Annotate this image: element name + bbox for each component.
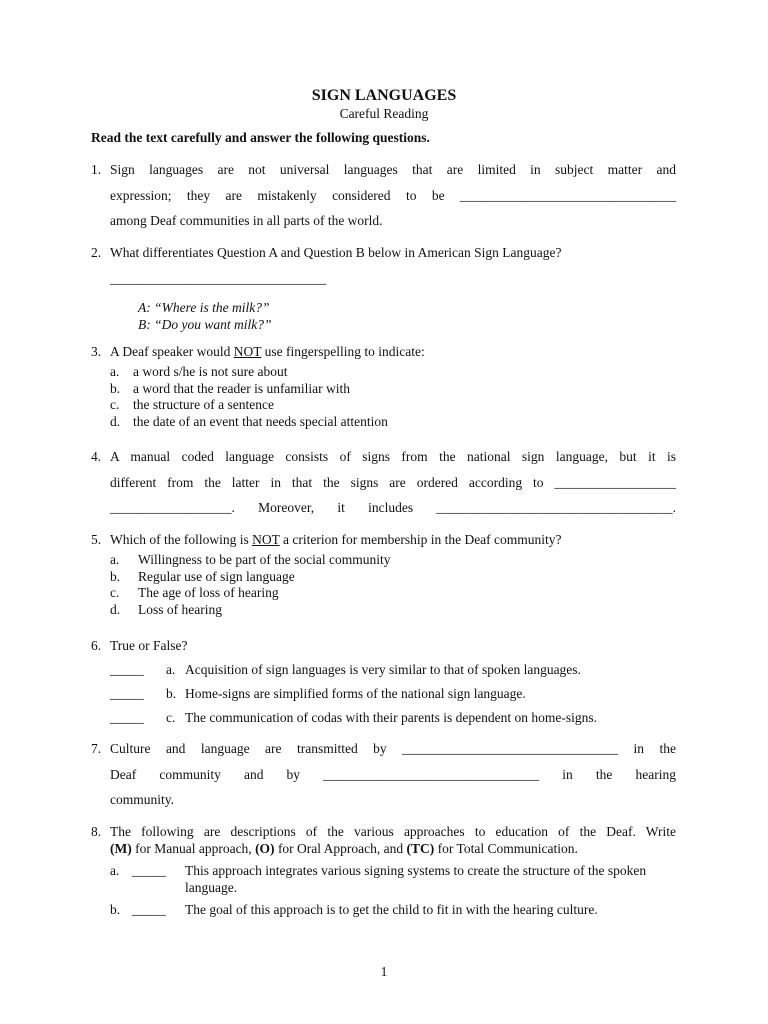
option-text: Loss of hearing (138, 602, 222, 618)
option-letter: c. (110, 397, 120, 413)
true-false-item (110, 682, 676, 706)
question-number: 8. (91, 824, 102, 839)
option-letter: b. (110, 380, 121, 396)
option-text: The age of loss of hearing (138, 585, 279, 601)
question-text: Which of the following is NOT a criterion for membership in the Deaf community? (110, 532, 562, 547)
statement-text: The communication of codas with their parents is dependent on home-signs. (185, 710, 598, 725)
option-list (110, 364, 676, 431)
option-letter: b. (110, 568, 121, 584)
emphasis-not: NOT (252, 532, 280, 547)
option-item (110, 585, 676, 602)
question-text-line: (M) for Manual approach, (O) for Oral Approach, and (TC) for Total Communication. (110, 841, 578, 856)
question-7 (91, 736, 676, 813)
option-text: Regular use of sign language (138, 568, 295, 584)
question-text-line: __________________. Moreover, it includes ___________________________________. (110, 500, 676, 515)
option-text: the structure of a sentence (133, 397, 274, 413)
true-false-item (110, 658, 676, 682)
true-false-item (110, 706, 676, 730)
answer-blank[interactable]: _____ (110, 662, 144, 677)
option-item (110, 569, 676, 586)
item-letter: c. (166, 710, 176, 725)
option-letter: d. (110, 602, 121, 618)
question-8 (91, 823, 676, 919)
page-number: 1 (380, 964, 388, 979)
instructions: Read the text carefully and answer the following questions. (91, 130, 430, 145)
statement-text: Acquisition of sign languages is very similar to that of spoken languages. (185, 662, 581, 677)
question-number: 7. (91, 741, 102, 756)
option-text: a word s/he is not sure about (133, 364, 288, 379)
question-6 (91, 637, 676, 730)
answer-blank[interactable]: _____ (132, 902, 166, 918)
question-text-line: Deaf community and by ________________________________ in the hearing (110, 766, 676, 782)
answer-blank[interactable]: _____ (132, 863, 166, 878)
question-5 (91, 531, 676, 619)
option-letter: a. (110, 364, 120, 379)
question-text-line: Sign languages are not universal languages that are limited in subject matter and (110, 162, 676, 177)
question-4 (91, 444, 676, 521)
option-letter: a. (110, 552, 120, 567)
answer-blank[interactable]: _____ (110, 710, 144, 725)
page-subtitle: Careful Reading (339, 106, 429, 121)
question-text-line: expression; they are mistakenly considered to be ________________________________ (110, 187, 676, 203)
question-text-line: The following are descriptions of the various approaches to education of the Deaf. Write (110, 824, 676, 839)
question-text-line: Culture and language are transmitted by ________________________________ in the (110, 741, 676, 756)
approach-list (110, 863, 676, 919)
question-text-line: different from the latter in that the signs are ordered according to __________________ (110, 474, 676, 490)
option-letter: d. (110, 414, 121, 430)
approach-item (110, 863, 676, 896)
approach-item (110, 902, 676, 919)
option-letter: c. (110, 585, 120, 601)
question-number: 2. (91, 245, 102, 260)
item-letter: b. (110, 902, 121, 918)
item-letter: a. (166, 662, 176, 677)
question-number: 5. (91, 532, 102, 547)
question-2 (91, 244, 676, 333)
option-item (110, 414, 676, 431)
question-number: 4. (91, 449, 102, 464)
example-b: B: “Do you want milk?” (138, 317, 272, 332)
description-text: The goal of this approach is to get the child to fit in with the hearing culture. (185, 902, 598, 918)
answer-blank[interactable]: _____ (110, 686, 144, 701)
question-text: What differentiates Question A and Question B below in American Sign Language? (110, 245, 562, 260)
option-text: a word that the reader is unfamiliar with (133, 380, 351, 396)
item-letter: b. (166, 686, 177, 701)
question-text-line: among Deaf communities in all parts of the world. (110, 213, 383, 228)
emphasis-not: NOT (233, 344, 262, 359)
question-text-line: community. (110, 792, 174, 807)
option-text: the date of an event that needs special attention (133, 414, 388, 430)
question-number: 6. (91, 638, 102, 653)
question-text-line: A manual coded language consists of signs from the national sign language, but it is (110, 449, 676, 464)
option-item (110, 364, 676, 381)
question-number: 1. (91, 162, 102, 177)
example-a: A: “Where is the milk?” (138, 300, 270, 315)
option-item (110, 552, 676, 569)
page-title: SIGN LANGUAGES (311, 87, 457, 104)
true-false-list (110, 658, 676, 730)
option-item (110, 381, 676, 398)
statement-text: Home-signs are simplified forms of the national sign language. (185, 686, 526, 701)
answer-blank: ________________________________ (110, 271, 326, 286)
item-letter: a. (110, 863, 120, 878)
question-number: 3. (91, 344, 102, 359)
option-list (110, 552, 676, 619)
question-text: True or False? (110, 638, 188, 653)
question-text: A Deaf speaker would NOT use fingerspelling to indicate: (110, 344, 425, 359)
option-text: Willingness to be part of the social community (138, 552, 391, 567)
option-item (110, 602, 676, 619)
description-text: This approach integrates various signing systems to create the structure of the spoken language. (185, 863, 647, 895)
question-1 (91, 157, 676, 234)
option-item (110, 397, 676, 414)
question-3 (91, 343, 676, 431)
